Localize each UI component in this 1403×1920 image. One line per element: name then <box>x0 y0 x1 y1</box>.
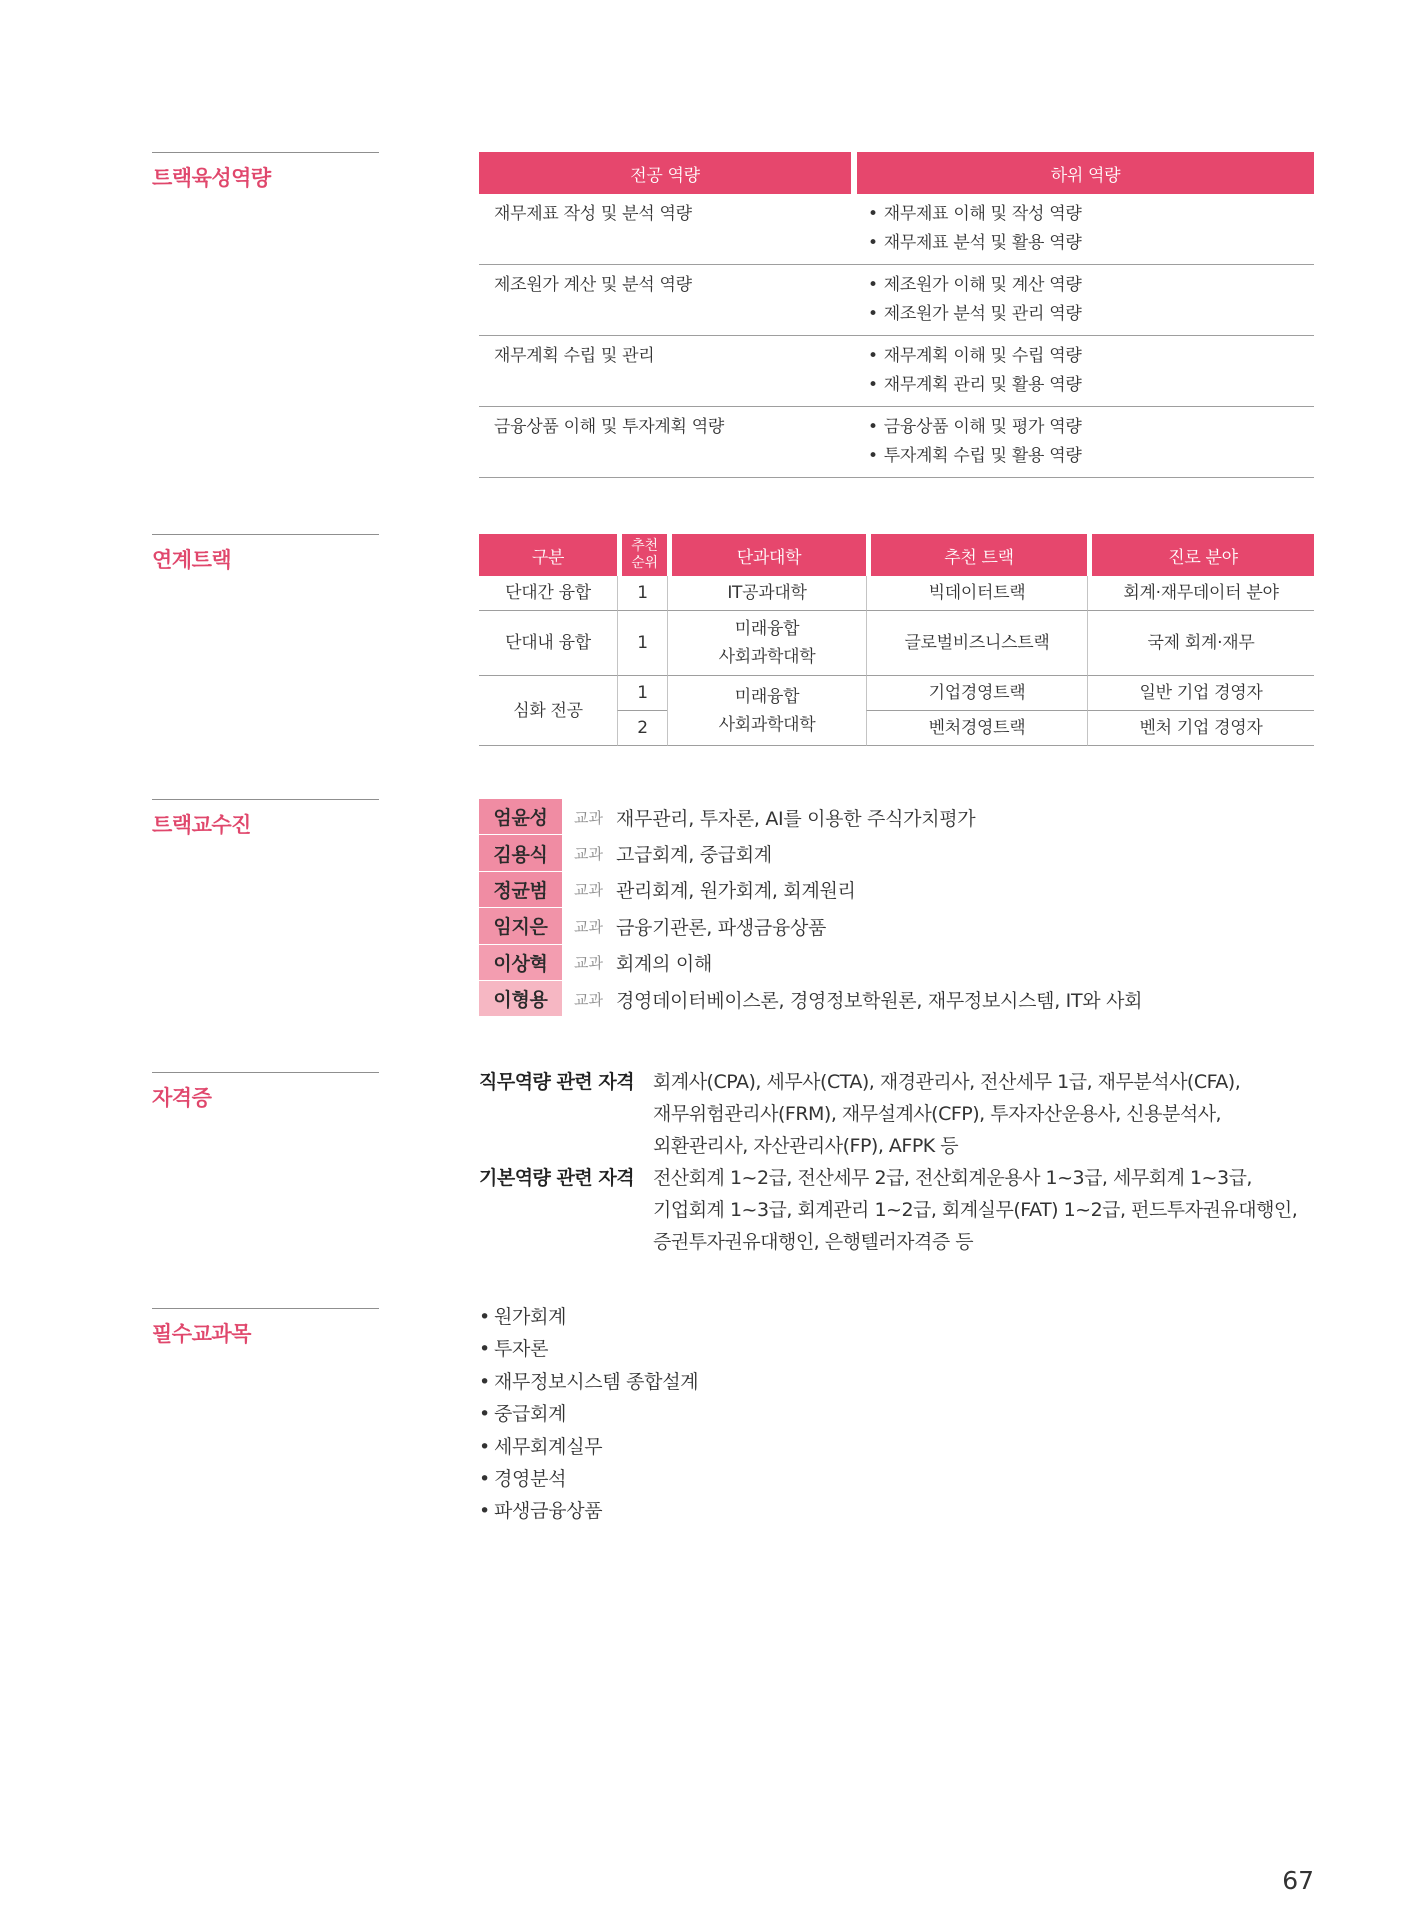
professor-subjects: 고급회계, 중급회계 <box>616 844 772 867</box>
recommend-rank-header-line: 순위 <box>631 555 658 571</box>
professor-name-badge: 임지은 <box>479 908 562 944</box>
professor-name-badge: 엄윤성 <box>479 799 562 835</box>
recommend-rank-header <box>617 534 667 576</box>
section-label-required-courses: 필수교과목 <box>152 1308 379 1349</box>
certificate-line: 외환관리사, 자산관리사(FP), AFPK 등 <box>653 1135 959 1157</box>
certificate-list <box>479 1066 1359 1258</box>
certificate-group-title: 직무역량 관련 자격 <box>479 1071 635 1093</box>
category-cell: 단대간 융합 <box>479 576 617 611</box>
career-cell: 국제 회계·재무 <box>1087 611 1314 676</box>
category-header: 구분 <box>479 534 617 576</box>
faculty-row <box>479 835 1142 871</box>
faculty-row <box>479 908 1142 944</box>
certificate-line: 기업회계 1~3급, 회계관리 1~2급, 회계실무(FAT) 1~2급, 펀드투자권유대행인, <box>653 1199 1298 1221</box>
career-cell: 일반 기업 경영자 <box>1087 676 1314 711</box>
section-label-competency: 트랙육성역량 <box>152 152 379 193</box>
professor-subjects: 재무관리, 투자론, AI를 이용한 주식가치평가 <box>616 807 976 830</box>
track-cell: 벤처경영트랙 <box>866 711 1087 746</box>
sub-competency-item: • 재무계획 관리 및 활용 역량 <box>868 371 1314 400</box>
major-competency-cell: 재무계획 수립 및 관리 <box>479 336 851 407</box>
sub-competency-item: • 투자계획 수립 및 활용 역량 <box>868 442 1314 471</box>
professor-subjects: 회계의 이해 <box>616 953 713 976</box>
certificate-group-title: 기본역량 관련 자격 <box>479 1167 635 1189</box>
rank-cell: 2 <box>617 711 667 746</box>
subject-label: 교과 <box>574 990 603 1009</box>
page-number: 67 <box>1282 1866 1314 1895</box>
section-label-linked-track: 연계트랙 <box>152 534 379 575</box>
sub-competency-cell <box>851 336 1314 407</box>
certificate-items <box>653 1162 1297 1258</box>
college-name-line: 미래융합 <box>734 619 800 639</box>
faculty-row <box>479 981 1142 1017</box>
rank-cell: 1 <box>617 611 667 676</box>
required-course-list <box>479 1301 698 1528</box>
rank-cell: 1 <box>617 576 667 611</box>
subject-label: 교과 <box>574 954 603 973</box>
major-competency-header: 전공 역량 <box>479 152 851 194</box>
major-competency-cell: 금융상품 이해 및 투자계획 역량 <box>479 407 851 478</box>
competency-table <box>479 152 1314 478</box>
required-course-item: • 투자론 <box>479 1333 698 1365</box>
college-header: 단과대학 <box>667 534 866 576</box>
certificate-items <box>653 1066 1240 1162</box>
career-cell: 벤처 기업 경영자 <box>1087 711 1314 746</box>
certificate-group <box>479 1162 1359 1258</box>
certificate-group <box>479 1066 1359 1162</box>
college-cell <box>667 576 866 611</box>
section-label-faculty: 트랙교수진 <box>152 799 379 840</box>
sub-competency-item: • 재무계획 이해 및 수립 역량 <box>868 342 1314 371</box>
professor-subjects: 금융기관론, 파생금융상품 <box>616 916 827 939</box>
college-cell <box>667 611 866 676</box>
career-field-header: 진로 분야 <box>1087 534 1314 576</box>
sub-competency-cell <box>851 407 1314 478</box>
sub-competency-item: • 재무제표 분석 및 활용 역량 <box>868 229 1314 258</box>
faculty-row <box>479 872 1142 908</box>
required-course-item: • 재무정보시스템 종합설계 <box>479 1366 698 1398</box>
sub-competency-cell <box>851 265 1314 336</box>
track-cell: 빅데이터트랙 <box>866 576 1087 611</box>
sub-competency-item: • 제조원가 이해 및 계산 역량 <box>868 271 1314 300</box>
major-competency-cell: 재무제표 작성 및 분석 역량 <box>479 194 851 265</box>
recommended-track-header: 추천 트랙 <box>866 534 1087 576</box>
sub-competency-item: • 제조원가 분석 및 관리 역량 <box>868 300 1314 329</box>
track-cell: 기업경영트랙 <box>866 676 1087 711</box>
subject-label: 교과 <box>574 881 603 900</box>
college-cell <box>667 676 866 746</box>
required-course-item: • 원가회계 <box>479 1301 698 1333</box>
required-course-item: • 경영분석 <box>479 1463 698 1495</box>
faculty-row <box>479 945 1142 981</box>
track-cell: 글로벌비즈니스트랙 <box>866 611 1087 676</box>
faculty-row <box>479 799 1142 835</box>
professor-name-badge: 정균범 <box>479 872 562 908</box>
category-cell: 단대내 융합 <box>479 611 617 676</box>
professor-name-badge: 이형용 <box>479 981 562 1017</box>
certificate-line: 전산회계 1~2급, 전산세무 2급, 전산회계운용사 1~3급, 세무회계 1~3급, <box>653 1167 1252 1189</box>
linked-track-table <box>479 534 1314 746</box>
professor-name-badge: 김용식 <box>479 835 562 871</box>
college-name-line: IT공과대학 <box>727 583 807 603</box>
required-course-item: • 중급회계 <box>479 1398 698 1430</box>
required-course-item: • 파생금융상품 <box>479 1495 698 1527</box>
certificate-line: 회계사(CPA), 세무사(CTA), 재경관리사, 전산세무 1급, 재무분석사(CFA), <box>653 1071 1241 1093</box>
college-name-line: 사회과학대학 <box>718 714 816 735</box>
career-cell: 회계·재무데이터 분야 <box>1087 576 1314 611</box>
sub-competency-item: • 재무제표 이해 및 작성 역량 <box>868 200 1314 229</box>
subject-label: 교과 <box>574 917 603 936</box>
subject-label: 교과 <box>574 845 603 864</box>
sub-competency-item: • 금융상품 이해 및 평가 역량 <box>868 413 1314 442</box>
sub-competency-cell <box>851 194 1314 265</box>
section-label-certificates: 자격증 <box>152 1072 379 1113</box>
faculty-list <box>479 799 1142 1017</box>
category-cell: 심화 전공 <box>479 676 617 746</box>
sub-competency-header: 하위 역량 <box>851 152 1314 194</box>
professor-subjects: 관리회계, 원가회계, 회계원리 <box>616 880 856 903</box>
professor-subjects: 경영데이터베이스론, 경영정보학원론, 재무정보시스템, IT와 사회 <box>616 989 1143 1012</box>
required-course-item: • 세무회계실무 <box>479 1431 698 1463</box>
rank-cell: 1 <box>617 676 667 711</box>
professor-name-badge: 이상혁 <box>479 945 562 981</box>
recommend-rank-header-line: 추천 <box>631 538 658 554</box>
certificate-line: 재무위험관리사(FRM), 재무설계사(CFP), 투자자산운용사, 신용분석사, <box>653 1103 1222 1125</box>
certificate-line: 증권투자권유대행인, 은행텔러자격증 등 <box>653 1231 974 1253</box>
college-name-line: 사회과학대학 <box>718 647 816 667</box>
major-competency-cell: 제조원가 계산 및 분석 역량 <box>479 265 851 336</box>
subject-label: 교과 <box>574 808 603 827</box>
college-name-line: 미래융합 <box>734 686 800 707</box>
